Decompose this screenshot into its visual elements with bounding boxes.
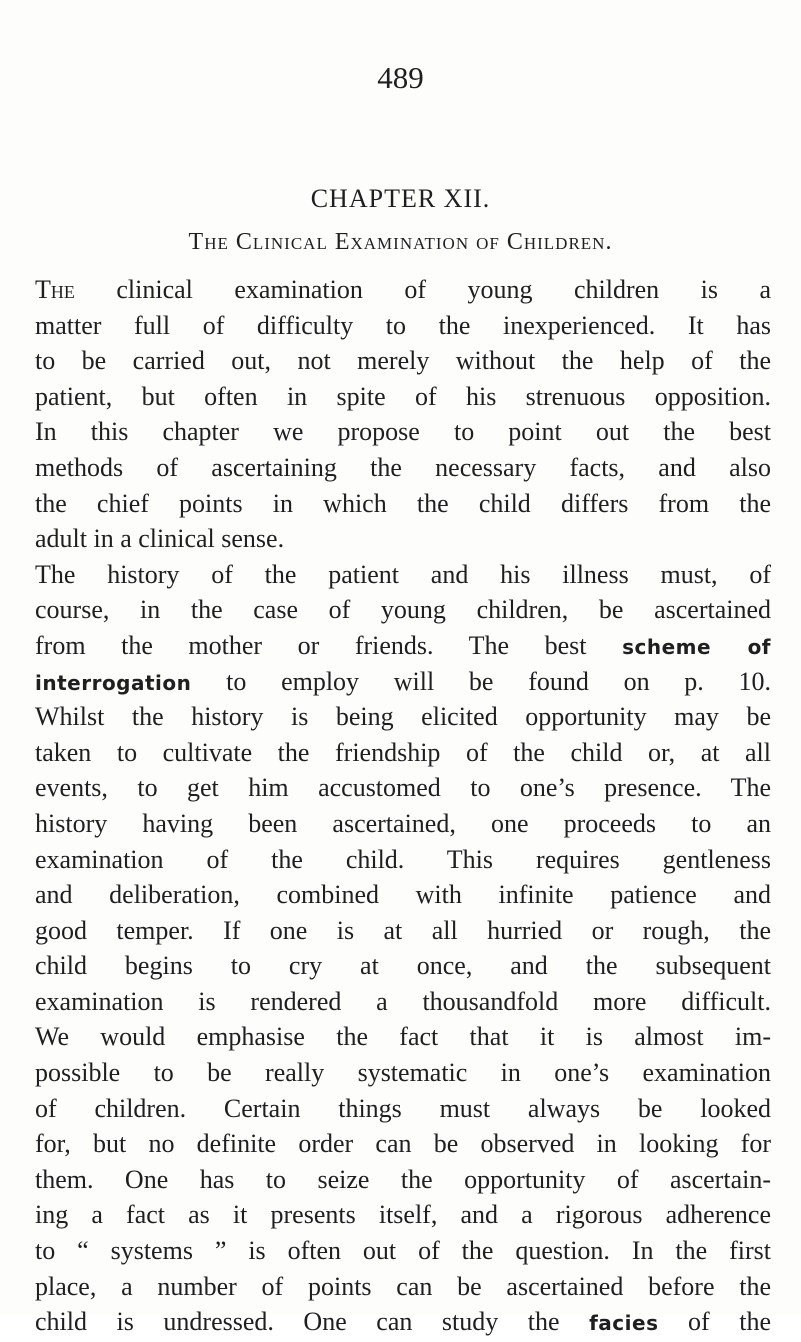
text-segment: In this chapter we propose to point out the best [35, 417, 771, 447]
text-line [35, 806, 771, 842]
text-line [35, 308, 771, 344]
text-segment: for, but no definite order can be observed in looking for [35, 1129, 771, 1159]
text-line [35, 1091, 771, 1127]
text-segment: child begins to cry at once, and the subsequent [35, 951, 771, 981]
text-segment: adult in a clinical sense. [35, 524, 285, 554]
text-line [35, 1019, 771, 1055]
text-segment: events, to get him accustomed to one’s presence. The [35, 773, 771, 803]
text-segment: The history of the patient and his illness must, of [35, 559, 771, 589]
text-line [35, 913, 771, 949]
text-segment: child is undressed. One can study the [35, 1307, 590, 1337]
text-segment: from the mother or friends. The best [35, 630, 623, 660]
text-segment: of the [658, 1307, 772, 1337]
text-line [35, 1269, 771, 1305]
text-line [35, 557, 771, 593]
text-segment: to “ systems ” is often out of the question. In the first [35, 1236, 771, 1266]
emphasized-text: scheme of [622, 634, 772, 659]
text-segment: Whilst the history is being elicited opportunity may be [35, 702, 771, 732]
text-segment: the chief points in which the child differs from the [35, 488, 771, 518]
text-line [35, 948, 771, 984]
text-segment: ing a fact as it presents itself, and a rigorous adherence [35, 1200, 771, 1230]
text-segment: to be carried out, not merely without the help of the [35, 346, 771, 376]
text-segment: examination is rendered a thousandfold more difficult. [35, 986, 771, 1016]
text-segment: and deliberation, combined with infinite patience and [35, 880, 771, 910]
text-segment: history having been ascertained, one proceeds to an [35, 808, 771, 838]
text-line [35, 1233, 771, 1269]
text-segment: place, a number of points can be ascertained before the [35, 1271, 771, 1301]
text-line [35, 1197, 771, 1233]
text-segment: to employ will be found on p. 10. [191, 666, 771, 696]
emphasized-text: facies [589, 1311, 659, 1336]
text-line [35, 984, 771, 1020]
text-line [35, 343, 771, 379]
page-number: 489 [377, 60, 424, 95]
text-line [35, 628, 771, 664]
text-line [35, 379, 771, 415]
small-caps-text: The [35, 275, 75, 304]
text-line [35, 664, 771, 700]
text-line [35, 877, 771, 913]
text-segment: taken to cultivate the friendship of the child or, at all [35, 737, 771, 767]
text-segment: good temper. If one is at all hurried or rough, the [35, 915, 771, 945]
text-segment: We would emphasise the fact that it is almost im- [35, 1022, 771, 1052]
text-line [35, 521, 771, 557]
text-segment: examination of the child. This requires gentleness [35, 844, 771, 874]
text-segment: them. One has to seize the opportunity of ascertain- [35, 1164, 771, 1194]
text-segment: patient, but often in spite of his strenuous opposition. [35, 381, 771, 411]
text-line [35, 842, 771, 878]
text-line [35, 735, 771, 771]
text-line [35, 1055, 771, 1091]
text-line [35, 592, 771, 628]
body-text [35, 272, 771, 1340]
text-line [35, 1162, 771, 1198]
text-segment: course, in the case of young children, be ascertained [35, 595, 771, 625]
text-line [35, 1304, 771, 1340]
text-line [35, 272, 771, 308]
text-segment: methods of ascertaining the necessary facts, and also [35, 452, 771, 482]
emphasized-text: interrogation [35, 670, 192, 695]
text-line [35, 450, 771, 486]
text-segment: matter full of difficulty to the inexperienced. It has [35, 310, 771, 340]
text-line [35, 414, 771, 450]
chapter-title: CHAPTER XII. [310, 184, 491, 213]
text-line [35, 699, 771, 735]
text-line [35, 770, 771, 806]
text-segment: clinical examination of young children is a [74, 275, 771, 304]
text-line [35, 486, 771, 522]
chapter-subtitle: The Clinical Examination of Children. [188, 229, 613, 255]
text-line [35, 1126, 771, 1162]
text-segment: of children. Certain things must always be looked [35, 1093, 771, 1123]
text-segment: possible to be really systematic in one’s examination [35, 1058, 771, 1088]
